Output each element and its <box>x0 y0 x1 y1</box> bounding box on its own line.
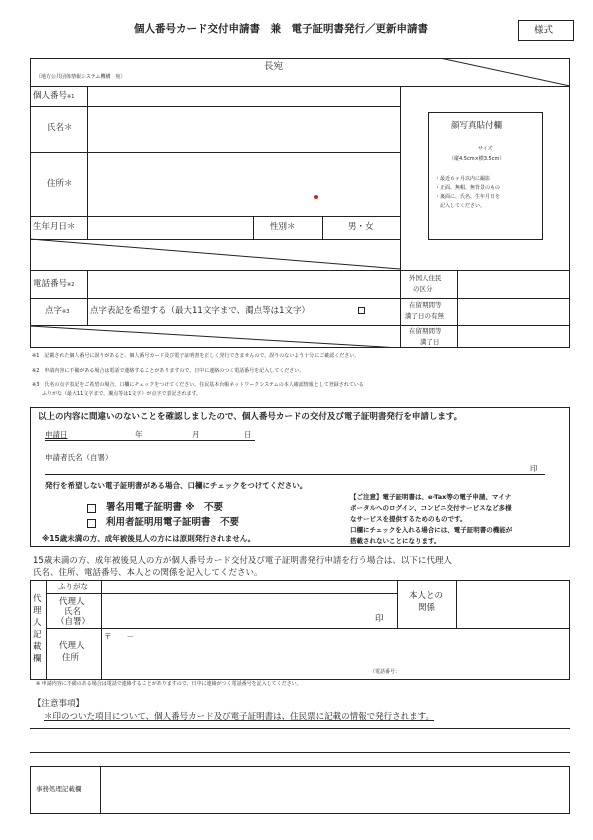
footnote-3: ふりがな（最大11文字まで、濁点等は1文字）が点字で表記されます。 <box>32 391 202 397</box>
agent-side-char: 載 <box>33 642 42 652</box>
seinengappi-label: 生年月日＊ <box>33 222 76 232</box>
tenji-label: 点字※3 <box>45 306 70 316</box>
agent-name-label: 氏名 <box>64 607 82 617</box>
tenji-text: 点字表記を希望する（最大11文字まで、濁点等は1文字） <box>90 306 311 316</box>
addressee: 長宛 <box>264 61 284 72</box>
form-label: 様式 <box>534 25 554 36</box>
jusho-label: 住所＊ <box>47 179 73 189</box>
signature-cert-label: 署名用電子証明書 ※ 不要 <box>106 502 224 513</box>
apply-title: 以上の内容に間違いのないことを確認しましたので、個人番号カードの交付及び電子証明書発行を申請します。 <box>38 412 463 422</box>
photo-note: 記入してください。 <box>435 203 486 209</box>
photo-title: 顔写真貼付欄 <box>451 121 503 131</box>
zairyu-label: 満了日の有無 <box>405 312 444 320</box>
signature-cert-checkbox[interactable] <box>87 504 96 513</box>
agent-name-label: 代理人 <box>59 597 85 607</box>
photo-box <box>428 112 543 240</box>
zairyu-label: 満了日 <box>420 338 440 346</box>
postal-code: 〒 － <box>104 632 134 641</box>
denwa-label: 電話番号※2 <box>33 279 75 289</box>
agent-side-char: 代 <box>33 594 42 604</box>
caution-line: 搭載されないことになります。 <box>350 537 441 545</box>
photo-note: ・最近６ヶ月以内に撮影 <box>435 176 491 182</box>
seal-label: 印 <box>530 464 538 473</box>
footnote-3: ※3 氏名の点字表記をご希望の場合、口欄にチェックをつけてください。住民基本台帳ネットワークシステムの本人確認情報として登録されている <box>32 382 364 388</box>
agent-intro: 15歳未満の方、成年被後見人の方が個人番号カード交付及び電子証明書発行申請を行う場合は、以下に代理人 <box>33 556 452 566</box>
agent-side-char: 記 <box>33 630 42 640</box>
agent-seal: 印 <box>375 614 384 624</box>
kojin-bango-label: 個人番号※1 <box>33 91 75 101</box>
agent-side-char: 人 <box>33 618 42 628</box>
age-note: ※15歳未満の方、成年被後見人の方には原則発行されません。 <box>42 534 256 543</box>
day-label: 日 <box>244 430 252 439</box>
tenji-checkbox[interactable] <box>358 307 365 314</box>
zairyu-label: 在留期間等 <box>409 301 442 309</box>
form-title: 個人番号カード交付申請書 兼 電子証明書発行／更新申請書 <box>134 23 428 35</box>
notice-title: 【注意事項】 <box>33 699 85 709</box>
agent-phone-label: （電話番号： <box>370 669 401 675</box>
agent-intro: 氏名、住所、電話番号、本人との関係を記入してください。 <box>33 568 263 578</box>
agent-note: ※ 申請内容に不備のある場合は電話で連絡することがありますので、日中に連絡がつく電話番号を記入してください。 <box>36 681 302 687</box>
shimei-label: 氏名＊ <box>47 123 73 133</box>
applicant-name-label: 申請者氏名（自署） <box>45 453 113 462</box>
agent-box <box>30 580 570 680</box>
date-label: 申請日 <box>45 430 68 439</box>
photo-note: ・裏面に、氏名、生年月日を <box>435 194 501 200</box>
caution-line: 【ご注意】電子証明書は、e-Tax等の電子申請、マイナ <box>350 493 512 501</box>
footnote-2: ※2 申請内容に不備がある場合は電話で連絡することがありますので、日中に連絡のつく電話番号を記入してください。 <box>32 368 305 374</box>
caution-line: ポータルへのログイン、コンビニ交付サービスなど多様 <box>350 504 512 512</box>
form-label-box <box>518 20 574 41</box>
agent-side-char: 欄 <box>33 654 42 664</box>
red-dot <box>314 195 318 199</box>
gaikoku-label: の区分 <box>413 285 433 293</box>
notice-body: ＊印のついた項目について、個人番号カード及び電子証明書は、住民票に記載の情報で発行されます。 <box>44 712 434 722</box>
office-label: 事務処理記載欄 <box>36 785 82 793</box>
office-box <box>30 766 570 814</box>
agent-name-label: （自署） <box>56 617 91 627</box>
photo-size-value: （縦4.5cm×横3.5cm） <box>449 156 505 162</box>
photo-size-label: サイズ <box>478 146 493 152</box>
photo-note: ・正面、無帽、無背景のもの <box>435 185 501 191</box>
footnote-1: ※1 記載された個人番号に誤りがあると、個人番号カード及び電子証明書を正しく発行できませんので、誤りのないよう十分にご確認ください。 <box>32 353 360 359</box>
zairyu-label: 在留期間等 <box>409 327 442 335</box>
user-cert-checkbox[interactable] <box>87 519 96 528</box>
organization: （地方公共団体情報システム機構 宛） <box>36 74 126 80</box>
gaikoku-label: 外国人住民 <box>409 274 442 282</box>
agent-side-char: 理 <box>33 606 42 616</box>
furigana-label: ふりがな <box>58 582 88 591</box>
check-instruction: 発行を希望しない電子証明書がある場合、口欄にチェックをつけてください。 <box>45 481 308 490</box>
caution-line: 口欄にチェックを入れる場合には、電子証明書の機能が <box>350 526 513 534</box>
seibetsu-value: 男・女 <box>348 222 374 232</box>
agent-address-label: 住所 <box>62 653 80 663</box>
seibetsu-label: 性別＊ <box>270 222 296 232</box>
user-cert-label: 利用者証明用電子証明書 不要 <box>106 517 240 528</box>
month-label: 月 <box>192 430 200 439</box>
agent-address-label: 代理人 <box>59 641 85 651</box>
year-label: 年 <box>135 430 143 439</box>
relation-label: 関係 <box>418 603 436 613</box>
caution-line: なサービスを提供するためのものです。 <box>350 515 467 523</box>
relation-label: 本人との <box>409 591 444 601</box>
